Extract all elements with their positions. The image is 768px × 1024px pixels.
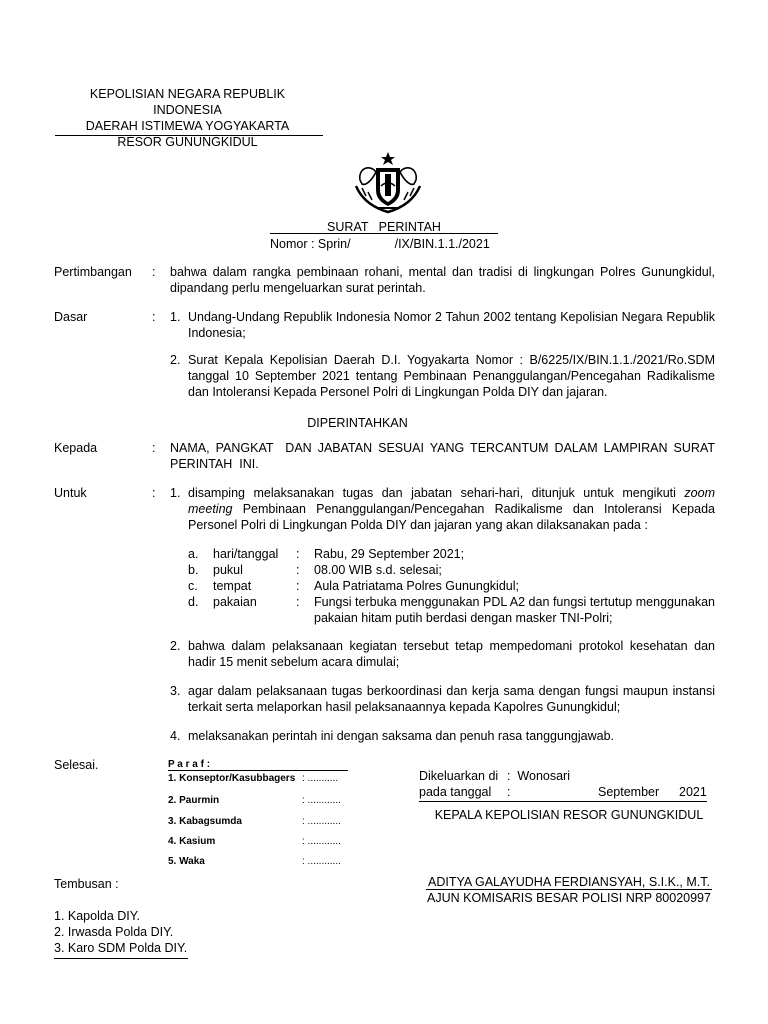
- signatory-rank: AJUN KOMISARIS BESAR POLISI NRP 80020997: [427, 891, 711, 905]
- paraf-row-label: 1. Konseptor/Kasubbagers: [168, 773, 296, 784]
- signatory-name: ADITYA GALAYUDHA FERDIANSYAH, S.I.K., M.T.: [427, 875, 710, 889]
- sub-item-letter: b.: [188, 563, 199, 577]
- untuk-item-text-part: disamping melaksanakan tugas dan jabatan sehari-hari, ditunjuk untuk mengikuti: [188, 486, 685, 500]
- untuk-item-text-part: Pembinaan Penanggulangan/Pencegahan Radikalisme dan Intoleransi Kepada Personel Polri di Lingkungan Polda DIY dan jajaran yang akan dilaksanakan pada :: [188, 502, 715, 532]
- colon: :: [296, 595, 300, 609]
- paraf-row-label: 2. Paurmin: [168, 795, 220, 806]
- untuk-item-text: [188, 485, 715, 533]
- untuk-item-number: 2.: [170, 639, 181, 653]
- issued-place-value: : Wonosari: [507, 769, 570, 783]
- colon: :: [507, 785, 511, 799]
- tembusan-underline: [54, 958, 188, 959]
- untuk-label: Untuk: [54, 486, 87, 500]
- document-number-suffix: /IX/BIN.1.1./2021: [394, 237, 490, 251]
- sub-item-value: 08.00 WIB s.d. selesai;: [314, 563, 442, 577]
- untuk-item-text: melaksanakan perintah ini dengan saksama dan penuh rasa tanggungjawab.: [188, 729, 614, 743]
- paraf-row-label: 4. Kasium: [168, 836, 216, 847]
- dasar-item-text: Surat Kepala Kepolisian Daerah D.I. Yogyakarta Nomor : B/6225/IX/BIN.1.1./2021/Ro.SDM tanggal 10 September 2021 tentang Pembinaan Penanggulangan/Pencegahan Radikalisme dan Intoleransi Kepada Personel Polri di Lingkungan Polda DIY dan jajaran.: [188, 353, 715, 399]
- sub-item-key: pukul: [213, 563, 243, 577]
- sub-item-key: hari/tanggal: [213, 547, 279, 561]
- paraf-row-value: : ............: [302, 836, 341, 847]
- sub-item-value: Rabu, 29 September 2021;: [314, 547, 465, 561]
- pertimbangan-text: bahwa dalam rangka pembinaan rohani, mental dan tradisi di lingkungan Polres Gunungkidul, dipandang perlu mengeluarkan surat perintah.: [170, 265, 715, 295]
- colon: :: [152, 265, 156, 279]
- paraf-row-label: 3. Kabagsumda: [168, 816, 242, 827]
- issued-date-label: pada tanggal: [419, 785, 492, 799]
- untuk-item-text: agar dalam pelaksanaan tugas berkoordinasi dan kerja sama dengan fungsi maupun instansi terkait serta melaporkan hasil pelaksanaannya kepada Kapolres Gunungkidul;: [188, 684, 715, 714]
- issued-month: September: [598, 785, 660, 799]
- title-underline: [270, 233, 498, 234]
- police-emblem-icon: [352, 150, 424, 216]
- tembusan-item: 2. Irwasda Polda DIY.: [54, 925, 174, 939]
- colon: :: [152, 310, 156, 324]
- untuk-item-number: 3.: [170, 684, 181, 698]
- colon: :: [152, 486, 156, 500]
- sub-item-key: tempat: [213, 579, 252, 593]
- sub-item-key: pakaian: [213, 595, 257, 609]
- paraf-title: P a r a f :: [168, 759, 211, 770]
- untuk-item-text-italic: zoom meeting: [188, 486, 715, 516]
- document-title: SURAT PERINTAH: [327, 220, 441, 234]
- dasar-item-number: 1.: [170, 310, 181, 324]
- untuk-item-text: bahwa dalam pelaksanaan kegiatan tersebut tetap mempedomani protokol kesehatan dan hadir 15 menit sebelum acara dimulai;: [188, 639, 715, 669]
- colon: :: [152, 441, 156, 455]
- colon: :: [296, 547, 300, 561]
- paraf-row-label: 5. Waka: [168, 856, 205, 867]
- letterhead-line-3: RESOR GUNUNGKIDUL: [117, 135, 258, 149]
- paraf-row-value: : ............: [302, 856, 341, 867]
- selesai-text: Selesai.: [54, 758, 99, 772]
- issued-year: 2021: [679, 785, 707, 799]
- letterhead: [55, 86, 320, 150]
- paraf-row-value: : ............: [302, 795, 341, 806]
- pertimbangan-label: Pertimbangan: [54, 265, 132, 279]
- issued-place-label: Dikeluarkan di: [419, 769, 499, 783]
- signatory-position: KEPALA KEPOLISIAN RESOR GUNUNGKIDUL: [434, 808, 704, 822]
- colon: :: [296, 563, 300, 577]
- sub-item-value: Fungsi terbuka menggunakan PDL A2 dan fungsi tertutup menggunakan pakaian hitam putih berdasi dengan masker TNI-Polri;: [314, 595, 715, 625]
- untuk-item-number: 1.: [170, 486, 181, 500]
- diperintahkan-heading: DIPERINTAHKAN: [307, 416, 408, 430]
- letterhead-line-2: DAERAH ISTIMEWA YOGYAKARTA: [85, 119, 290, 133]
- sub-item-letter: c.: [188, 579, 198, 593]
- issued-underline: [419, 801, 707, 802]
- kepada-text: NAMA, PANGKAT DAN JABATAN SESUAI YANG TERCANTUM DALAM LAMPIRAN SURAT PERINTAH INI.: [170, 441, 719, 471]
- dasar-item-text: Undang-Undang Republik Indonesia Nomor 2 Tahun 2002 tentang Kepolisian Negara Republik Indonesia;: [188, 310, 715, 340]
- document-number-prefix: Nomor : Sprin/: [270, 237, 351, 251]
- letterhead-underline: [55, 135, 323, 136]
- letterhead-line-1: KEPOLISIAN NEGARA REPUBLIK INDONESIA: [89, 87, 286, 117]
- paraf-row-value: : ...........: [302, 773, 339, 784]
- paraf-underline: [168, 770, 348, 771]
- tembusan-label: Tembusan :: [54, 877, 119, 891]
- sub-item-letter: d.: [188, 595, 199, 609]
- document-number: [270, 236, 510, 252]
- tembusan-item: 1. Kapolda DIY.: [54, 909, 140, 923]
- colon: :: [296, 579, 300, 593]
- kepada-label: Kepada: [54, 441, 98, 455]
- paraf-row-value: : ............: [302, 816, 341, 827]
- dasar-label: Dasar: [54, 310, 88, 324]
- sub-item-value: Aula Patriatama Polres Gunungkidul;: [314, 579, 519, 593]
- tembusan-item: 3. Karo SDM Polda DIY.: [54, 941, 188, 955]
- sub-item-letter: a.: [188, 547, 199, 561]
- untuk-item-number: 4.: [170, 729, 181, 743]
- dasar-item-number: 2.: [170, 353, 181, 367]
